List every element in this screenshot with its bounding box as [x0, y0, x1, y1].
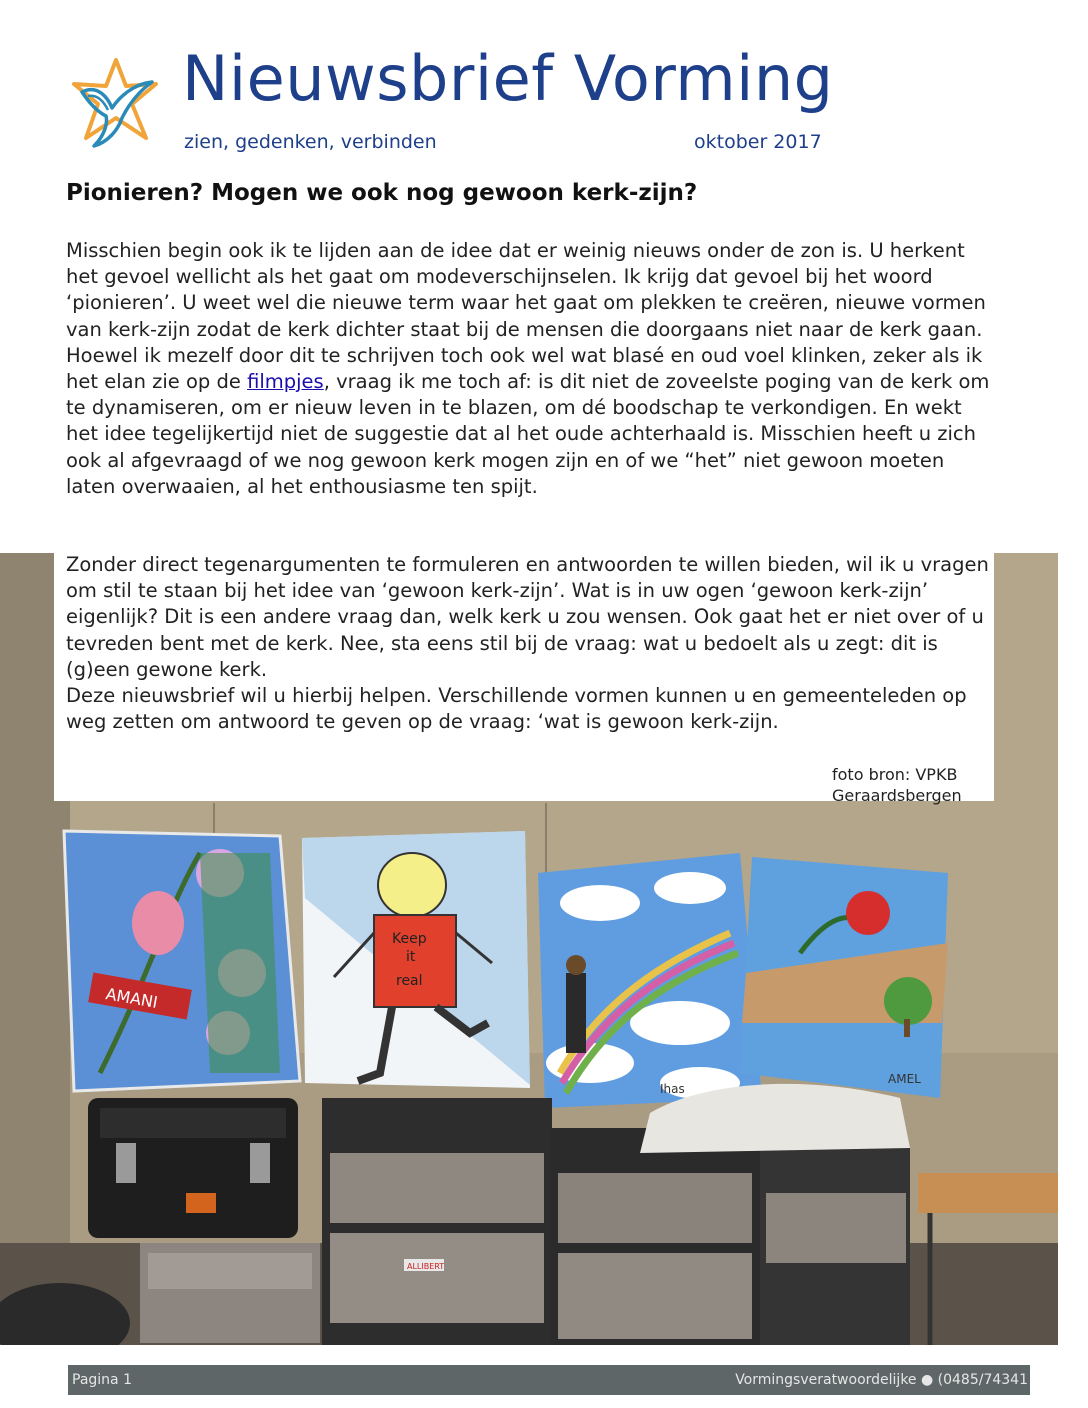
- painting-2-word-1: Keep: [392, 931, 427, 947]
- filmpjes-link[interactable]: filmpjes: [247, 370, 324, 394]
- article-paragraph-1: [66, 238, 996, 500]
- painting-flowers: [64, 831, 300, 1091]
- paragraph-2-text: Zonder direct tegenargumenten te formuleren en antwoorden te willen bieden, wil ik u vragen om stil te staan bij het idee van ‘gewoon kerk-zijn’. Wat is in uw ogen ‘gewoon kerk-zijn’ eigenlijk? Dit is een andere vraag dan, welk kerk u zou wensen. Ook gaat het er niet over of u tevreden bent met de kerk. Nee, sta eens stil bij de vraag: wat u bedoelt als u zegt: dit is (g)een gewone kerk.: [66, 553, 989, 681]
- painting-1-text: AMANI: [104, 984, 160, 1012]
- issue-date: oktober 2017: [694, 131, 822, 153]
- photo-credit-line-1: foto bron: VPKB: [832, 765, 958, 784]
- paragraph-1-text-a: Misschien begin ook ik te lijden aan de idee dat er weinig nieuws onder de zon is. U herkent het gevoel wellicht als het gaat om modeverschijnselen. Ik krijg dat gevoel bij het woord ‘pionieren’. U weet wel die nieuwe term waar het gaat om plekken te creëren, nieuwe vormen van kerk-zijn zodat de kerk dichter staat bij de mensen die doorgaans niet naar de kerk gaan. Hoewel ik mezelf door dit te schrijven toch ook wel wat blasé en oud voel klinken, zeker als ik het elan zie op de: [66, 239, 986, 394]
- footer-contact: Vormingsveratwoordelijke ● (0485/74341: [735, 1372, 1028, 1388]
- newsletter-title: Nieuwsbrief Vorming: [182, 42, 834, 115]
- page-number: Pagina 1: [72, 1372, 132, 1388]
- page-footer: [68, 1365, 1030, 1395]
- painting-keep-it-real: [302, 831, 530, 1088]
- painting-2-word-2: it: [406, 949, 416, 965]
- newsletter-subtitle: zien, gedenken, verbinden: [184, 131, 437, 153]
- photo-credit-line-2: Geraardsbergen: [832, 786, 962, 805]
- dove-star-icon: [68, 56, 164, 152]
- paragraph-1-text-b: , vraag ik me toch af: is dit niet de zoveelste poging van de kerk om te dynamiseren, om er nieuw leven in te blazen, om dé boodschap te verkondigen. En wekt het idee tegelijkertijd niet de suggestie dat al het oude achterhaald is. Misschien heeft u zich ook al afgevraagd of we nog gewoon kerk mogen zijn en of we “het” niet gewoon moeten laten overwaaien, al het enthousiasme ten spijt.: [66, 370, 990, 498]
- article-paragraph-2: [66, 552, 996, 735]
- painting-4-signature: AMEL: [888, 1072, 921, 1086]
- photo-credit: [832, 764, 1002, 806]
- box-brand: ALLIBERT: [407, 1262, 445, 1271]
- painting-2-word-3: real: [396, 973, 423, 989]
- article-headline: Pionieren? Mogen we ook nog gewoon kerk-zijn?: [66, 180, 698, 206]
- logo: [68, 56, 164, 152]
- paragraph-3-text: Deze nieuwsbrief wil u hierbij helpen. Verschillende vormen kunnen u en gemeenteleden op weg zetten om antwoord te geven op de vraag: ‘wat is gewoon kerk-zijn.: [66, 684, 967, 734]
- painting-rainbow: [538, 853, 762, 1108]
- painting-3-signature: Ihas: [660, 1082, 685, 1096]
- painting-rose-landscape: [740, 857, 948, 1098]
